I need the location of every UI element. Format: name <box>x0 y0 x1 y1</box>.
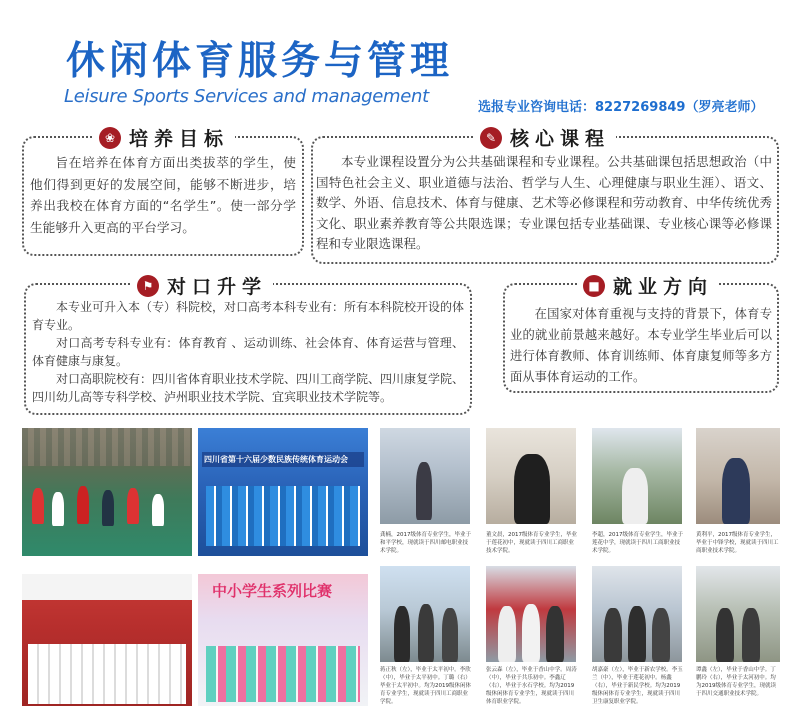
student-photo-7 <box>592 566 682 662</box>
briefcase-icon: ■ <box>583 275 605 297</box>
upgrade-line: 本专业可升入本（专）科院校，对口高考本科专业有：所有本科院校开设的体育专业。 <box>32 300 465 332</box>
career-title: 就业方向 <box>613 276 714 298</box>
core-text: 本专业课程设置分为公共基础课程和专业课程。公共基础课包括思想政治（中国特色社会主义、职业道德与法治、哲学与人生、心理健康与职业生涯）、语文、数学、外语、信息技术、体育与健康、艺术等必修课程和劳动教育、中华传统优秀文化、职业素养教育等公共限选课；专业课包括专业基础课、专业核心课等必修课程和专业限选课程。 <box>316 154 772 251</box>
games-banner: 四川省第十六届少数民族传统体育运动会 <box>202 452 364 467</box>
student-photo-2 <box>486 428 576 524</box>
team-award-photo <box>22 574 192 706</box>
upgrade-line: 对口高考专科专业有：体育教育 、运动训练、社会体育、体育运营与管理、体育健康与康复。 <box>32 336 464 368</box>
school-games-photo <box>198 574 368 706</box>
career-heading <box>577 272 719 299</box>
core-heading <box>474 124 616 151</box>
school-games-banner: 中小学生系列比赛 <box>212 582 333 600</box>
career-text: 在国家对体育重视与支持的背景下，体育专业的就业前景越来越好。本专业学生毕业后可以进行体育教师、体育训练师、体育康复师等多方面从事体育运动的工作。 <box>510 307 772 384</box>
caption-7: 胡嘉豪（左），毕业于新农学校。李玉兰（中），毕业于莲花初中。杨鑫（右），毕业于新民学校。均为2019级休闲体育专业学生，现就读于四川卫生康复职业学院。 <box>592 667 683 705</box>
hotline-text: 选报专业咨询电话：8227269849（罗亮老师） <box>478 100 764 115</box>
student-photo-6 <box>486 566 576 662</box>
basketball-photo <box>22 428 192 556</box>
caption-5: 蒋正秋（左），毕业于太平初中。李欣（中），毕业于太平初中。丁璐（右）毕业于太平初中。均为2019级休闲体育专业学生，现就读于四川工商职业学院。 <box>380 667 471 705</box>
goal-title: 培养目标 <box>129 128 230 150</box>
book-icon: ✎ <box>480 127 502 149</box>
student-photo-1 <box>380 428 470 524</box>
caption-6: 张云森（左），毕业于香山中学。周涛（中），毕业于共乐初中。李鑫辽（右），毕业于水石学校。均为2019级休闲体育专业学生，现就读于四川体育职业学院。 <box>486 667 577 705</box>
upgrade-title: 对口升学 <box>167 276 268 298</box>
caption-1: 龚楠，2017级体育专业学生，毕业于和平学校，现就读于四川邮电职业技术学院。 <box>380 532 471 554</box>
upgrade-line: 对口高职院校有：四川省体育职业技术学院、四川工商学院、四川康复学院、四川幼儿高等专科学校、泸州职业技术学院、宜宾职业技术学院等。 <box>32 372 465 404</box>
caption-4: 黄利平，2017级体育专业学生，毕业于中锋学校，现就读于四川工商职业技术学院。 <box>696 532 779 554</box>
caption-3: 李超，2017级体育专业学生，毕业于莲花中学，现就读于四川工商职业技术学院。 <box>592 532 683 554</box>
ethnic-games-photo <box>198 428 368 556</box>
goal-text: 旨在培养在体育方面出类拔萃的学生，使他们得到更好的发展空间，能够不断进步，培养出我校在体育方面的“名学生”。使一部分学生能够升入更高的平台学习。 <box>30 155 296 235</box>
core-title: 核心课程 <box>510 128 611 150</box>
upgrade-text <box>32 298 464 406</box>
page-title: 休闲体育服务与管理 <box>66 39 454 84</box>
upgrade-heading <box>131 272 273 299</box>
page-subtitle-en: Leisure Sports Services and management <box>64 86 429 107</box>
runner-icon: ⚑ <box>137 275 159 297</box>
student-photo-5 <box>380 566 470 662</box>
goal-heading <box>93 124 235 151</box>
caption-2: 董文晨，2017级体育专业学生，毕业于莲花初中，现就读于四川工商职业技术学院。 <box>486 532 577 554</box>
student-photo-4 <box>696 428 780 524</box>
student-photo-8 <box>696 566 780 662</box>
caption-8: 谭鑫（左），毕业于香山中学。丁鹏玲（右），毕业于太河初中。均为2019级体育专业学生，现就读于四川交通职业技术学院。 <box>696 667 776 697</box>
student-photo-3 <box>592 428 682 524</box>
medal-icon: ❀ <box>99 127 121 149</box>
